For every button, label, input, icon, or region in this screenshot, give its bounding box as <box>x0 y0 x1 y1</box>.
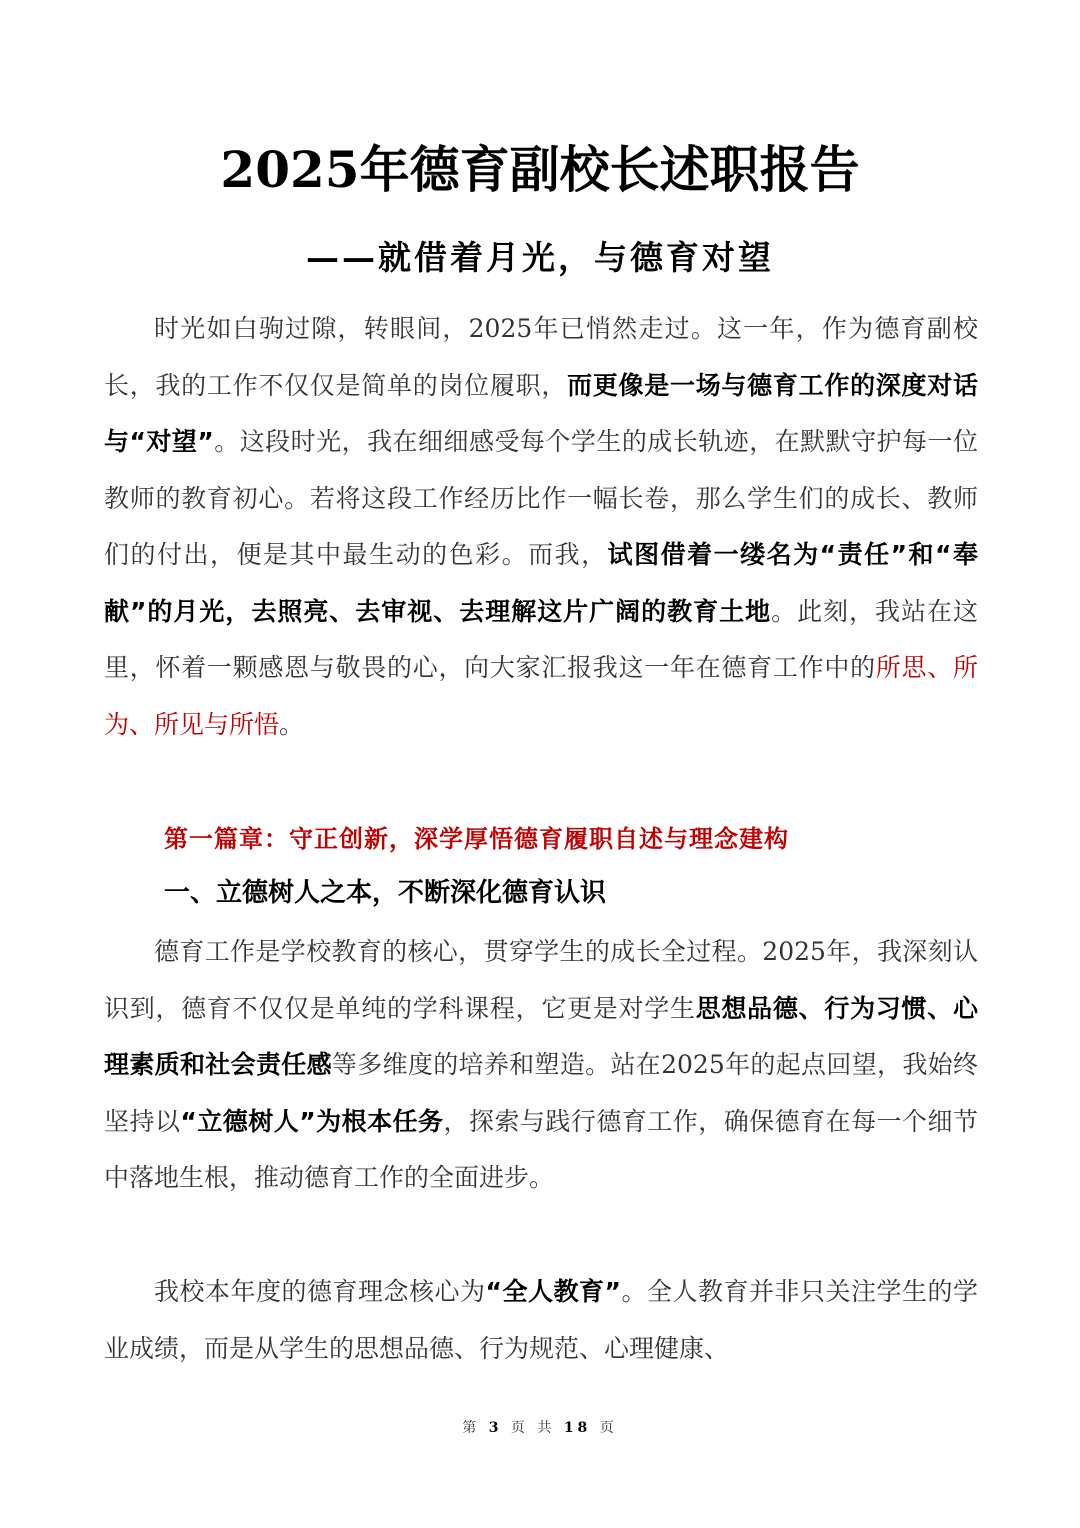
document-title: 2025年德育副校长述职报告 <box>220 140 860 199</box>
current-page-number: 3 <box>488 1420 503 1436</box>
p2-text-2: 等多维度的培养和塑造。站在2025年的起点回望，我始终坚持以 <box>104 1050 978 1136</box>
intro-paragraph <box>104 301 978 753</box>
p2-text-1: 德育工作是学校教育的核心，贯穿学生的成长全过程。2025年，我深刻认识到，德育不仅仅是单纯的学科课程，它更是对学生 <box>104 937 978 1023</box>
p3-text-2: 。全人教育并非只关注学生的学业成绩，而是从学生的思想品德、行为规范、心理健康、 <box>104 1277 978 1363</box>
intro-red-highlight: 所思、所为、所见与所悟 <box>104 653 978 739</box>
footer-mid: 页 共 <box>510 1420 556 1436</box>
footer-suffix: 页 <box>599 1420 618 1436</box>
section-paragraph-block-2 <box>104 1264 978 1377</box>
p3-text-1: 我校本年度的德育理念核心为 <box>154 1277 486 1306</box>
intro-paragraph-block <box>104 301 978 753</box>
chapter-heading: 第一篇章：守正创新，深学厚悟德育履职自述与理念建构 <box>164 824 789 853</box>
total-page-count: 18 <box>563 1420 592 1436</box>
intro-text-1: 时光如白驹过隙，转眼间，2025年已悄然走过。这一年，作为德育副校长，我的工作不仅仅是简单的岗位履职， <box>104 314 978 400</box>
page-footer <box>0 1417 1080 1439</box>
p2-bold-1: 思想品德、行为习惯、心理素质和社会责任感 <box>104 993 978 1079</box>
document-subtitle: ——就借着月光，与德育对望 <box>306 238 774 277</box>
intro-bold-2: 试图借着一缕名为“责任”和“奉献”的月光，去照亮、去审视、去理解这片广阔的教育土地 <box>104 540 978 626</box>
intro-text-2: 。这段时光，我在细细感受每个学生的成长轨迹，在默默守护每一位教师的教育初心。若将这段工作经历比作一幅长卷，那么学生们的成长、教师们的付出，便是其中最生动的色彩。而我， <box>104 427 978 569</box>
intro-text-4: 。 <box>279 709 305 739</box>
p2-bold-2: “立德树人”为根本任务 <box>180 1106 444 1136</box>
p2-text-3: ，探索与践行德育工作，确保德育在每一个细节中落地生根，推动德育工作的全面进步。 <box>104 1106 978 1192</box>
p3-bold-1: “全人教育” <box>485 1277 621 1306</box>
section-heading: 一、立德树人之本，不断深化德育认识 <box>164 878 607 908</box>
section-paragraph-1 <box>104 924 978 1207</box>
section-paragraph-block-1 <box>104 924 978 1207</box>
intro-text-3: 。此刻，我站在这里，怀着一颗感恩与敬畏的心，向大家汇报我这一年在德育工作中的 <box>104 596 978 682</box>
section-paragraph-2 <box>104 1264 978 1377</box>
footer-prefix: 第 <box>462 1420 481 1436</box>
intro-bold-1: 而更像是一场与德育工作的深度对话与“对望” <box>104 370 978 456</box>
